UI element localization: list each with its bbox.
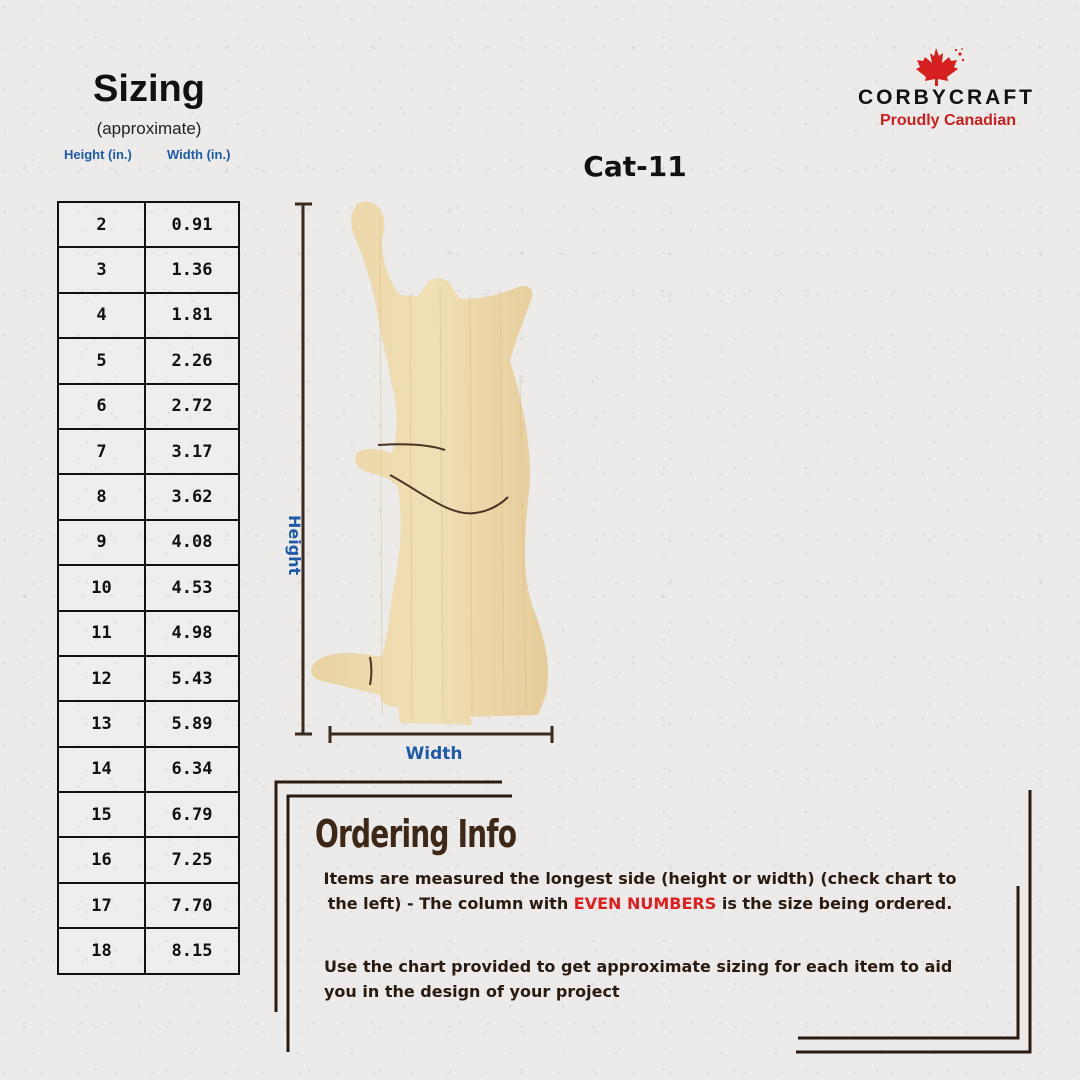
- width-cell: 2.72: [145, 384, 239, 429]
- height-cell: 13: [58, 701, 145, 746]
- size-table: [57, 201, 240, 975]
- size-table-row: [58, 747, 239, 792]
- size-table-row: [58, 656, 239, 701]
- size-table-row: [58, 928, 239, 973]
- height-cell: 7: [58, 429, 145, 474]
- width-cell: 8.15: [145, 928, 239, 973]
- height-cell: 4: [58, 293, 145, 338]
- size-table-row: [58, 338, 239, 383]
- height-cell: 9: [58, 520, 145, 565]
- width-cell: 1.36: [145, 247, 239, 292]
- width-cell: 4.08: [145, 520, 239, 565]
- ordering-text-before: Items are measured the longest side (height or width) (check chart to the left) - The column with: [323, 869, 957, 913]
- width-cell: 0.91: [145, 202, 239, 247]
- product-name: Cat-11: [583, 150, 687, 183]
- size-table-row: [58, 384, 239, 429]
- height-cell: 16: [58, 837, 145, 882]
- height-column-header: Height (in.): [64, 147, 132, 162]
- ordering-info-title: Ordering Info: [315, 812, 517, 856]
- logo-wordmark: CORBYCRAFT: [858, 86, 1035, 109]
- width-cell: 4.53: [145, 565, 239, 610]
- height-cell: 6: [58, 384, 145, 429]
- cat-silhouette-image: [300, 195, 560, 740]
- width-cell: 5.43: [145, 656, 239, 701]
- width-cell: 6.34: [145, 747, 239, 792]
- height-cell: 15: [58, 792, 145, 837]
- height-cell: 3: [58, 247, 145, 292]
- even-numbers-highlight: EVEN NUMBERS: [573, 894, 717, 913]
- width-cell: 7.70: [145, 883, 239, 928]
- size-table-row: [58, 883, 239, 928]
- height-cell: 17: [58, 883, 145, 928]
- size-table-row: [58, 474, 239, 519]
- width-cell: 3.62: [145, 474, 239, 519]
- maple-leaf-icon: [916, 46, 966, 88]
- height-label: Height: [285, 514, 304, 576]
- size-table-row: [58, 792, 239, 837]
- size-table-row: [58, 565, 239, 610]
- width-cell: 6.79: [145, 792, 239, 837]
- sizing-title: Sizing: [93, 68, 205, 110]
- size-table-row: [58, 247, 239, 292]
- ordering-info-paragraph-2: Use the chart provided to get approximate sizing for each item to aid you in the design of your project: [324, 957, 953, 1001]
- size-table-row: [58, 611, 239, 656]
- width-cell: 3.17: [145, 429, 239, 474]
- size-table-row: [58, 837, 239, 882]
- size-table-row: [58, 429, 239, 474]
- width-cell: 7.25: [145, 837, 239, 882]
- width-cell: 1.81: [145, 293, 239, 338]
- size-table-row: [58, 520, 239, 565]
- height-cell: 18: [58, 928, 145, 973]
- height-cell: 8: [58, 474, 145, 519]
- ordering-info-paragraph-1: [310, 866, 970, 916]
- width-cell: 5.89: [145, 701, 239, 746]
- width-label: Width: [405, 744, 463, 764]
- height-cell: 14: [58, 747, 145, 792]
- size-table-row: [58, 701, 239, 746]
- sizing-subtitle: (approximate): [96, 119, 202, 138]
- logo-tagline: Proudly Canadian: [880, 112, 1017, 129]
- size-table-row: [58, 202, 239, 247]
- height-cell: 10: [58, 565, 145, 610]
- ordering-text-after: is the size being ordered.: [716, 894, 953, 913]
- width-column-header: Width (in.): [167, 147, 231, 162]
- height-cell: 11: [58, 611, 145, 656]
- size-table-row: [58, 293, 239, 338]
- width-cell: 4.98: [145, 611, 239, 656]
- height-cell: 12: [58, 656, 145, 701]
- height-cell: 2: [58, 202, 145, 247]
- height-cell: 5: [58, 338, 145, 383]
- width-cell: 2.26: [145, 338, 239, 383]
